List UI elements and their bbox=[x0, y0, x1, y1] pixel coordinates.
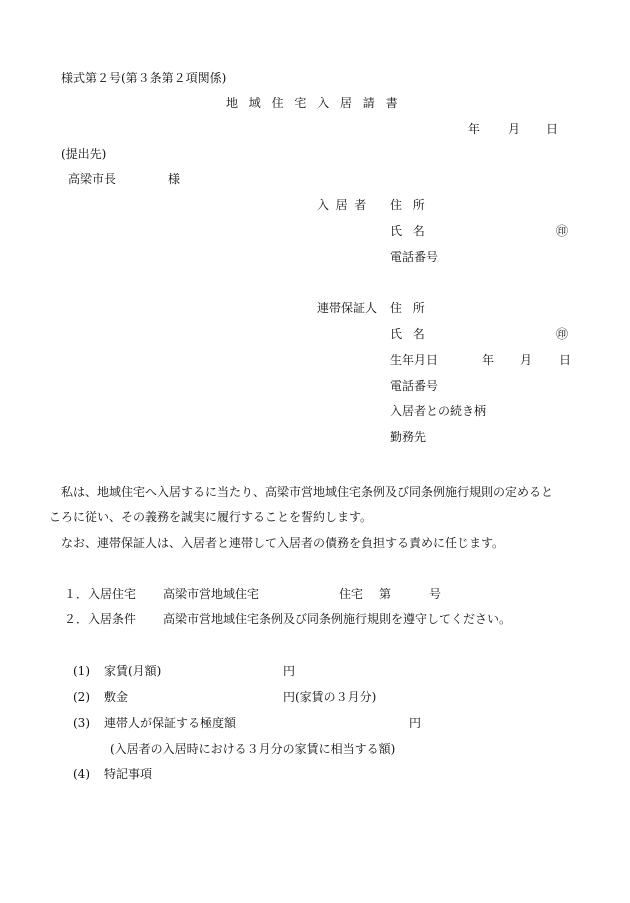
item1-label: 入居住宅 bbox=[88, 587, 137, 601]
recipient-honorific: 様 bbox=[168, 172, 181, 186]
condition3-label: 連帯人が保証する極度額 bbox=[104, 716, 237, 730]
recipient-name: 高梁市長 bbox=[68, 172, 117, 186]
resident-seal-icon: ㊞ bbox=[556, 224, 569, 238]
recipient-label: (提出先) bbox=[61, 147, 107, 161]
guarantor-birthdate-label: 生年月日 bbox=[390, 353, 439, 367]
body-text-line1: 私は、地域住宅へ入居するに当たり、高梁市営地域住宅条例及び同条例施行規則の定めると bbox=[61, 485, 554, 499]
guarantor-name-label: 氏名 bbox=[390, 327, 436, 341]
guarantor-workplace-label: 勤務先 bbox=[390, 430, 427, 444]
condition3-unit: 円 bbox=[409, 716, 422, 730]
body-text-line3: なお、連帯保証人は、入居者と連帯して入居者の債務を負担する責めに任じます。 bbox=[61, 536, 505, 550]
guarantor-seal-icon: ㊞ bbox=[556, 327, 569, 341]
condition4-number: (4) bbox=[73, 767, 90, 781]
guarantor-address-label: 住所 bbox=[390, 301, 436, 315]
date-month: 月 bbox=[508, 122, 521, 136]
resident-label: 入居者 bbox=[317, 198, 373, 212]
resident-name-label: 氏名 bbox=[390, 224, 436, 238]
item2-label: 入居条件 bbox=[88, 612, 137, 626]
item2-number: ２． bbox=[64, 612, 89, 626]
guarantor-label: 連帯保証人 bbox=[317, 301, 378, 315]
guarantor-birth-month: 月 bbox=[520, 353, 533, 367]
item2-value: 高梁市営地域住宅条例及び同条例施行規則を遵守してください。 bbox=[163, 612, 512, 626]
item1-number: １． bbox=[64, 587, 89, 601]
body-text-line2: ころに従い、その義務を誠実に履行することを誓約します。 bbox=[49, 510, 373, 524]
condition4-label: 特記事項 bbox=[104, 767, 153, 781]
resident-address-label: 住所 bbox=[390, 198, 436, 212]
condition1-number: (1) bbox=[73, 664, 90, 678]
page-title: 地域住宅入居請書 bbox=[226, 96, 409, 110]
item1-go: 号 bbox=[429, 587, 442, 601]
resident-phone-label: 電話番号 bbox=[390, 250, 439, 264]
guarantor-birth-day: 日 bbox=[559, 353, 572, 367]
guarantor-birth-year: 年 bbox=[482, 353, 495, 367]
condition2-number: (2) bbox=[73, 690, 90, 704]
date-day: 日 bbox=[546, 122, 559, 136]
item1-value: 高梁市営地域住宅 bbox=[163, 587, 260, 601]
guarantor-relation-label: 入居者との続き柄 bbox=[390, 404, 487, 418]
item1-dai: 第 bbox=[379, 587, 392, 601]
form-number: 様式第２号(第３条第２項関係) bbox=[61, 71, 227, 85]
condition1-unit: 円 bbox=[283, 664, 296, 678]
condition2-label: 敷金 bbox=[104, 690, 129, 704]
item1-house: 住宅 bbox=[339, 587, 364, 601]
condition3-note: (入居者の入居時における３月分の家賃に相当する額) bbox=[110, 742, 396, 756]
condition1-label: 家賃(月額) bbox=[104, 664, 162, 678]
condition2-unit: 円(家賃の３月分) bbox=[283, 690, 377, 704]
condition3-number: (3) bbox=[73, 716, 90, 730]
guarantor-phone-label: 電話番号 bbox=[390, 379, 439, 393]
date-year: 年 bbox=[468, 122, 481, 136]
